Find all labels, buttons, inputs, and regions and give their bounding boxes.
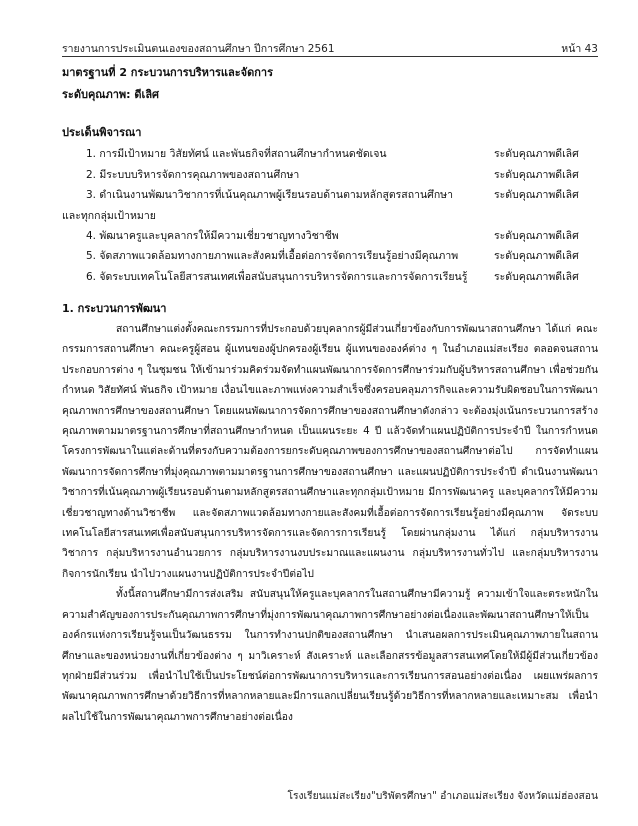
criteria-item	[62, 267, 598, 288]
header-report-title: รายงานการประเมินตนเองของสถานศึกษา ปีการศึกษา 2561	[62, 43, 335, 55]
page-header	[62, 40, 598, 57]
criteria-item-text: 4. พัฒนาครูและบุคลากรให้มีความเชี่ยวชาญทางวิชาชีพ	[86, 229, 339, 242]
criteria-item-text: 5. จัดสภาพแวดล้อมทางกายภาพและสังคมที่เอื้อต่อการจัดการเรียนรู้อย่างมีคุณภาพ	[86, 250, 459, 262]
criteria-item-level: ระดับคุณภาพดีเลิศ	[494, 168, 579, 181]
page-content	[62, 62, 598, 727]
criteria-item	[62, 144, 598, 165]
criteria-heading: ประเด็นพิจารณา	[62, 126, 142, 139]
criteria-item	[62, 185, 598, 206]
criteria-item-level: ระดับคุณภาพดีเลิศ	[494, 229, 579, 242]
criteria-item-text: 2. มีระบบบริหารจัดการคุณภาพของสถานศึกษา	[86, 168, 300, 181]
header-page-number: หน้า 43	[561, 43, 598, 55]
page-footer: โรงเรียนแม่สะเรียง"บริพัตรศึกษา" อำเภอแม่สะเรียง จังหวัดแม่ฮ่องสอน	[287, 790, 598, 802]
criteria-item-level: ระดับคุณภาพดีเลิศ	[494, 189, 579, 201]
criteria-item	[62, 226, 598, 247]
criteria-item	[62, 246, 598, 267]
criteria-item-continuation: และทุกกลุ่มเป้าหมาย	[62, 209, 156, 222]
standard-title: มาตรฐานที่ 2 กระบวนการบริหารและจัดการ	[62, 66, 274, 79]
criteria-item-level: ระดับคุณภาพดีเลิศ	[494, 148, 579, 160]
criteria-list	[62, 144, 598, 287]
header-divider	[62, 56, 598, 57]
criteria-item-level: ระดับคุณภาพดีเลิศ	[494, 270, 579, 283]
standard-quality-level: ระดับคุณภาพ: ดีเลิศ	[62, 88, 160, 101]
criteria-item	[62, 165, 598, 186]
criteria-item-level: ระดับคุณภาพดีเลิศ	[494, 250, 579, 262]
criteria-item-text: 1. การมีเป้าหมาย วิสัยทัศน์ และพันธกิจที่สถานศึกษากำหนดชัดเจน	[86, 148, 387, 160]
criteria-item-text: 3. ดำเนินงานพัฒนาวิชาการที่เน้นคุณภาพผู้เรียนรอบด้านตามหลักสูตรสถานศึกษา	[86, 189, 453, 201]
section-heading: 1. กระบวนการพัฒนา	[62, 302, 167, 315]
criteria-item-text: 6. จัดระบบเทคโนโลยีสารสนเทศเพื่อสนับสนุนการบริหารจัดการและการจัดการเรียนรู้	[86, 270, 468, 283]
body-paragraph-1: สถานศึกษาแต่งตั้งคณะกรรมการที่ประกอบด้วยบุคลากรผู้มีส่วนเกี่ยวข้องกับการพัฒนาสถานศึกษา ได้แก่ คณะกรรมการสถานศึกษา คณะครูผู้สอน ผู้แทนของผู้ปกครองผู้เรียน ผู้แทนขององค์ต่าง ๆ ในอำเภอแม่สะเรียง ตลอดจนสถานประกอบการต่าง ๆ ในชุมชน ให้เข้ามาร่วมคิดร่วมจัดทำแผนพัฒนาการจัดการศึกษาร่วมกับผู้บริหารสถานศึกษา เพื่อช่วยกันกำหนด วิสัยทัศน์ พันธกิจ เป้าหมาย เงื่อนไขและภาพแห่งความสำเร็จซึ่งครอบคลุมภารกิจและความรับผิดชอบในการพัฒนาคุณภาพการศึกษาของสถานศึกษา โดยแผนพัฒนาการจัดการศึกษาของสถานศึกษาดังกล่าว จะต้องมุ่งเน้นกระบวนการสร้างคุณภาพตามมาตรฐานการศึกษาที่สถานศึกษากำหนด เป็นแผนระยะ 4 ปี แล้วจัดทำแผนปฏิบัติการประจำปี ในการกำหนดโครงการพัฒนาในแต่ละด้านที่ตรงกับความต้องการยกระดับคุณภาพของการศึกษาของสถานศึกษาต่อไป การจัดทำแผนพัฒนาการจัดการศึกษาที่มุ่งคุณภาพตามมาตรฐานการศึกษาของสถานศึกษา และแผนปฏิบัติการประจำปี ดำเนินงานพัฒนาวิชาการที่เน้นคุณภาพผู้เรียนรอบด้านตามหลักสูตรสถานศึกษาและทุกกลุ่มเป้าหมาย มีการพัฒนาครู และบุคลากรให้มีความเชี่ยวชาญทางด้านวิชาชีพ และจัดสภาพแวดล้อมทางกายและสังคมที่เอื้อต่อการจัดการเรียนรู้อย่างมีคุณภาพ จัดระบบเทคโนโลยีสารสนเทศเพื่อสนับสนุนการบริหารจัดการและจัดการการเรียนรู้ โดยผ่านกลุ่มงาน ได้แก่ กลุ่มบริหารงานวิชาการ กลุ่มบริหารงานอำนวยการ กลุ่มบริหารงานงบประมาณและแผนงาน กลุ่มบริหารงานทั่วไป และกลุ่มบริหารงานกิจการนักเรียน นำไปวางแผนงานปฏิบัติการประจำปีต่อไป	[62, 323, 598, 580]
body-paragraph-2: ทั้งนี้สถานศึกษามีการส่งเสริม สนับสนุนให้ครูและบุคลากรในสถานศึกษามีความรู้ ความเข้าใจและตระหนักในความสำคัญของการประกันคุณภาพการศึกษาที่มุ่งการพัฒนาคุณภาพการศึกษาอย่างต่อเนื่องและพัฒนาสถานศึกษาให้เป็นองค์กรแห่งการเรียนรู้จนเป็นวัฒนธรรม ในการทำงานปกติของสถานศึกษา นำเสนอผลการประเมินคุณภาพภายในสถานศึกษาและของหน่วยงานที่เกี่ยวข้องต่าง ๆ มาวิเคราะห์ สังเคราะห์ และเลือกสรรข้อมูลสารสนเทศโดยให้มีผู้มีส่วนเกี่ยวข้องทุกฝ่ายมีส่วนร่วม เพื่อนำไปใช้เป็นประโยชน์ต่อการพัฒนาการบริหารและการเรียนการสอนอย่างต่อเนื่อง เผยแพร่ผลการพัฒนาคุณภาพการศึกษาด้วยวิธีการที่หลากหลายและมีการแลกเปลี่ยนเรียนรู้ด้วยวิธีการที่หลากหลายและเหมาะสม เพื่อนำผลไปใช้ในการพัฒนาคุณภาพการศึกษาอย่างต่อเนื่อง	[62, 588, 598, 723]
